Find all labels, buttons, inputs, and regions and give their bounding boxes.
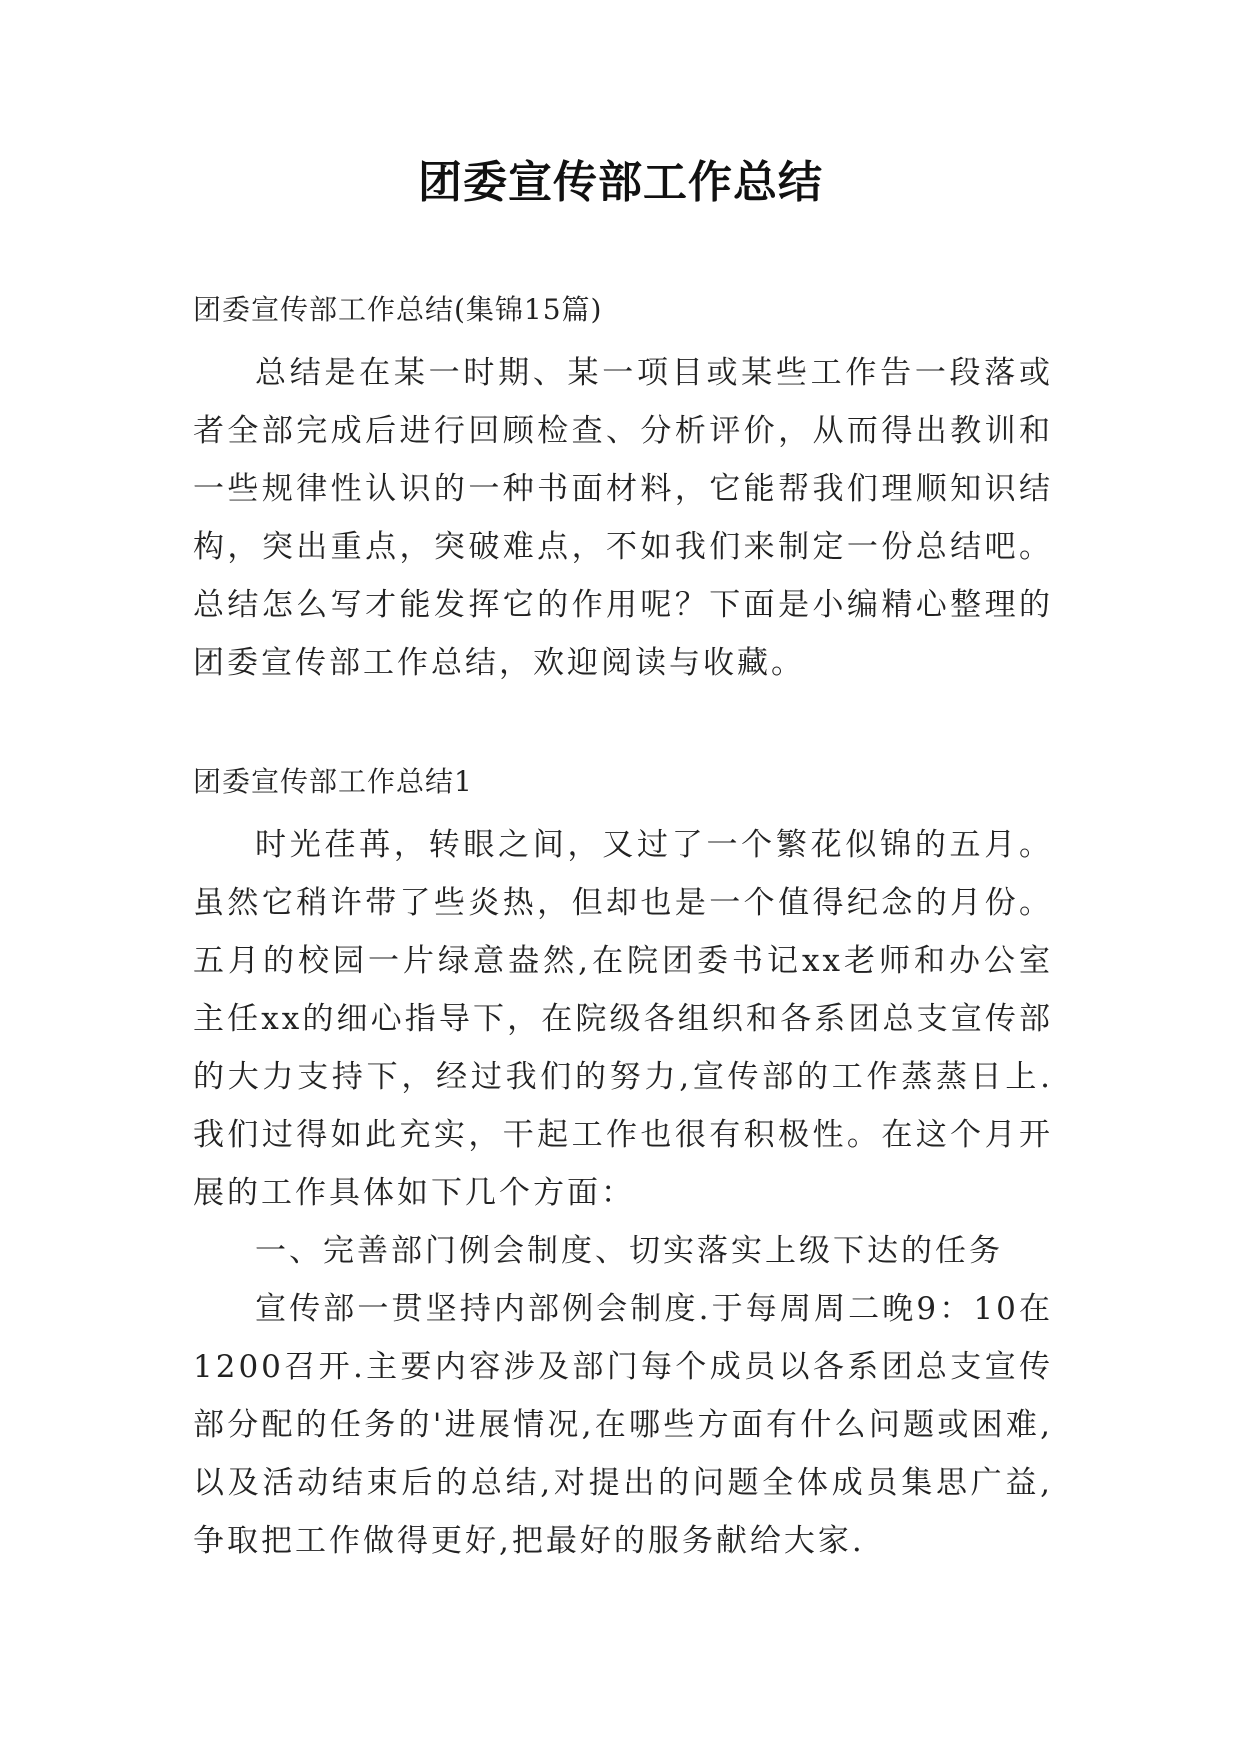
section-paragraph-2: 宣传部一贯坚持内部例会制度.于每周周二晚9：10在1200召开.主要内容涉及部门每个成员以各系团总支宣传部分配的任务的'进展情况,在哪些方面有什么问题或困难,以及活动结束后的总结,对提出的问题全体成员集思广益,争取把工作做得更好,把最好的服务献给大家.	[193, 1291, 1053, 1559]
section-heading: 团委宣传部工作总结1	[193, 765, 473, 798]
document-body	[193, 290, 1053, 1570]
section-subheading: 一、完善部门例会制度、切实落实上级下达的任务	[255, 1233, 1003, 1269]
section-paragraph-1: 时光荏苒，转眼之间，又过了一个繁花似锦的五月。虽然它稍许带了些炎热，但却也是一个值得纪念的月份。五月的校园一片绿意盎然,在院团委书记xx老师和办公室主任xx的细心指导下，在院级各组织和各系团总支宣传部的大力支持下，经过我们的努力,宣传部的工作蒸蒸日上.我们过得如此充实，干起工作也很有积极性。在这个月开展的工作具体如下几个方面：	[193, 827, 1053, 1211]
document-subtitle: 团委宣传部工作总结(集锦15篇)	[193, 293, 603, 326]
intro-paragraph: 总结是在某一时期、某一项目或某些工作告一段落或者全部完成后进行回顾检查、分析评价，从而得出教训和一些规律性认识的一种书面材料，它能帮我们理顺知识结构，突出重点，突破难点，不如我们来制定一份总结吧。总结怎么写才能发挥它的作用呢？下面是小编精心整理的团委宣传部工作总结，欢迎阅读与收藏。	[193, 355, 1053, 681]
page-title: 团委宣传部工作总结	[418, 157, 823, 208]
